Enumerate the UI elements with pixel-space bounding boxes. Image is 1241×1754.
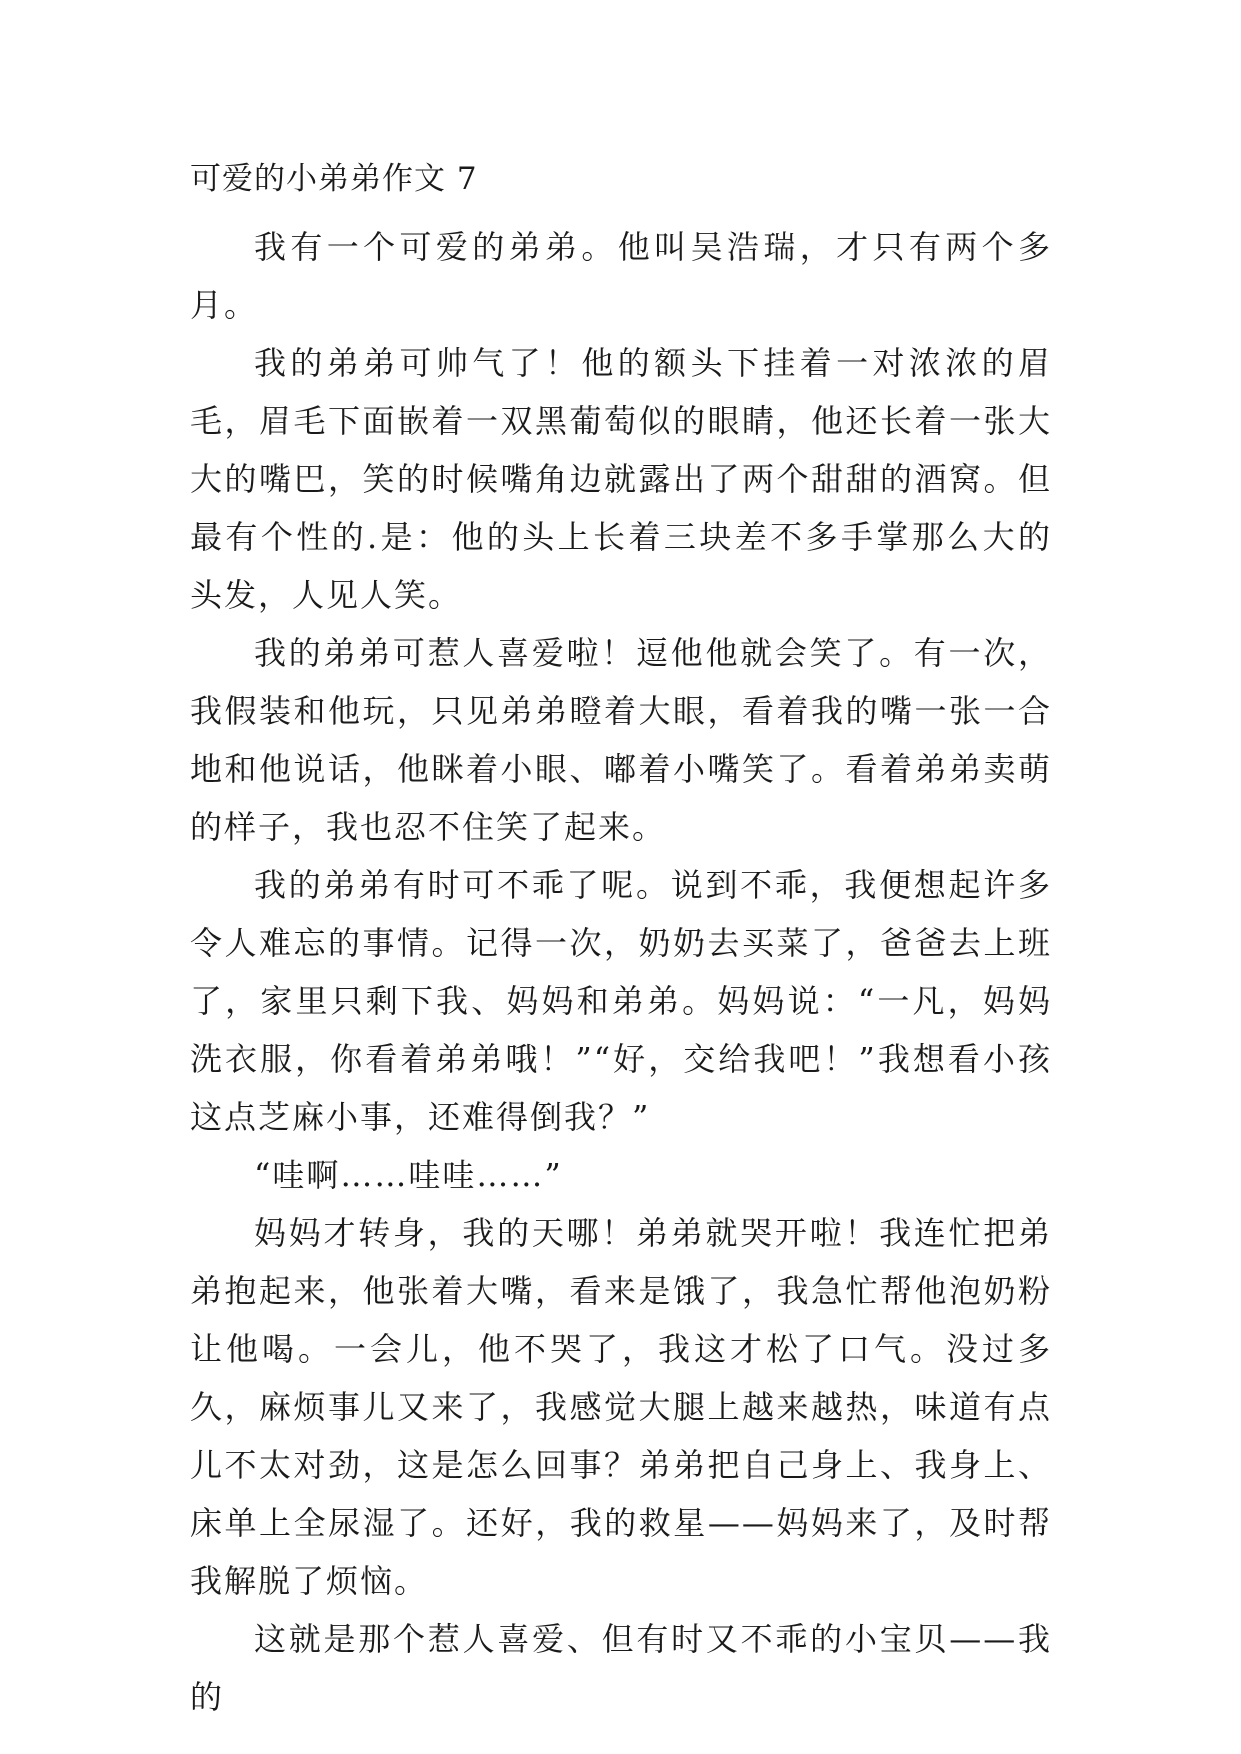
- essay-title: 可爱的小弟弟作文 7: [190, 161, 478, 197]
- paragraph-5-cry: “哇啊……哇哇……”: [254, 1156, 563, 1194]
- paragraph-3: 我的弟弟可惹人喜爱啦！逗他他就会笑了。有一次，我假装和他玩，只见弟弟瞪着大眼，看着我的嘴一张一合地和他说话，他眯着小眼、嘟着小嘴笑了。看着弟弟卖萌的样子，我也忍不住笑了起来。: [190, 634, 1052, 846]
- essay-body: [190, 160, 1052, 1726]
- paragraph-2: 我的弟弟可帅气了！他的额头下挂着一对浓浓的眉毛，眉毛下面嵌着一双黑葡萄似的眼睛，他还长着一张大大的嘴巴，笑的时候嘴角边就露出了两个甜甜的酒窝。但最有个性的.是：他的头上长着三块差不多手掌那么大的头发，人见人笑。: [190, 344, 1052, 614]
- paragraph-4: 我的弟弟有时可不乖了呢。说到不乖，我便想起许多令人难忘的事情。记得一次，奶奶去买菜了，爸爸去上班了，家里只剩下我、妈妈和弟弟。妈妈说：“一凡，妈妈洗衣服，你看着弟弟哦！”“好，交给我吧！”我想看小孩这点芝麻小事，还难得倒我？”: [190, 866, 1052, 1136]
- paragraph-6: 妈妈才转身，我的天哪！弟弟就哭开啦！我连忙把弟弟抱起来，他张着大嘴，看来是饿了，我急忙帮他泡奶粉让他喝。一会儿，他不哭了，我这才松了口气。没过多久，麻烦事儿又来了，我感觉大腿上越来越热，味道有点儿不太对劲，这是怎么回事？弟弟把自己身上、我身上、床单上全尿湿了。还好，我的救星——妈妈来了，及时帮我解脱了烦恼。: [190, 1214, 1052, 1600]
- paragraph-1: 我有一个可爱的弟弟。他叫吴浩瑞，才只有两个多月。: [190, 228, 1052, 324]
- paragraph-7: 这就是那个惹人喜爱、但有时又不乖的小宝贝——我的: [190, 1620, 1052, 1716]
